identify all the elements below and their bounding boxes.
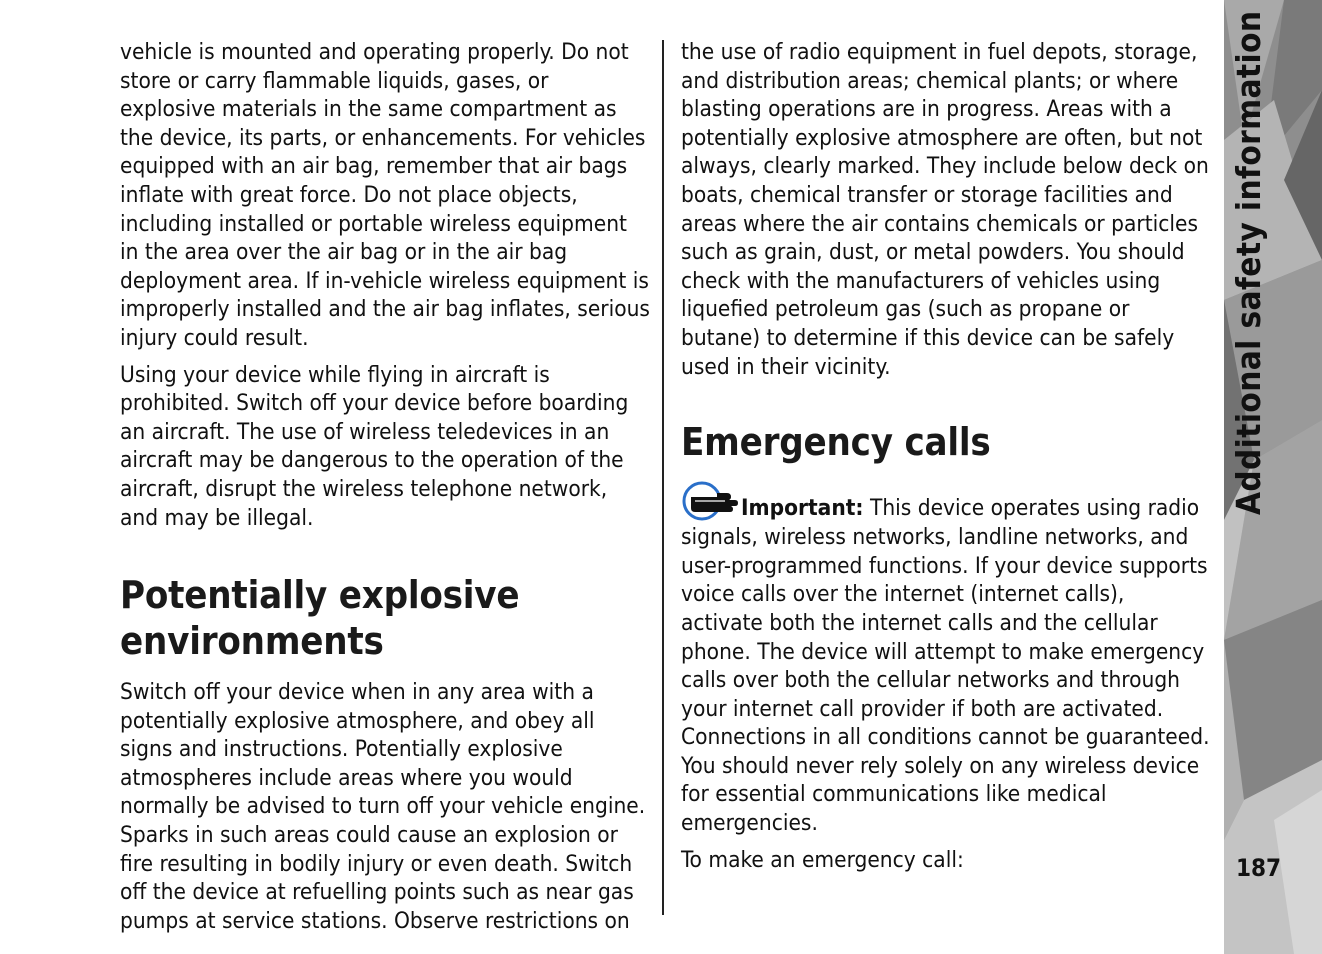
important-note: [681, 479, 1211, 838]
column-divider: [662, 40, 664, 915]
pointing-hand-icon: [681, 479, 739, 523]
paragraph-aircraft: Using your device while flying in aircraft is prohibited. Switch off your device before boarding an aircraft. The use of wireless teledevices in an aircraft may be dangerous to the operation of the aircraft, disrupt the wireless telephone network, and may be illegal.: [120, 361, 629, 531]
sidebar-section-title: Additional safety information: [1229, 10, 1268, 515]
paragraph-vehicle-airbag: vehicle is mounted and operating properly. Do not store or carry flammable liquids, gases, or explosive materials in the same compartment as the device, its parts, or enhancements. For vehicles equipped with an air bag, remember that air bags inflate with great force. Do not place objects, including installed or portable wireless equipment in the area over the air bag or in the air bag deployment area. If in-vehicle wireless equipment is improperly installed and the air bag inflates, serious injury could result.: [120, 39, 650, 351]
important-text: This device operates using radio signals, wireless networks, landline networks, and user-programmed functions. If your device supports voice calls over the internet (internet calls), activate both the internet calls and the cellular phone. The device will attempt to make emergency calls over both the cellular networks and through your internet call provider if both are activated. Connections in all conditions cannot be guaranteed. You should never rely solely on any wireless device for essential communications like medical emergencies.: [681, 495, 1210, 837]
page-number: 187: [1236, 854, 1282, 882]
heading-emergency-calls: Emergency calls: [681, 420, 991, 465]
important-label: Important:: [741, 495, 864, 522]
heading-potentially-explosive: Potentially explosive environments: [120, 573, 520, 664]
paragraph-radio-restrictions: the use of radio equipment in fuel depots, storage, and distribution areas; chemical plants; or where blasting operations are in progress. Areas with a potentially explosive atmosphere are often, but not always, clearly marked. They include below deck on boats, chemical transfer or storage facilities and areas where the air contains chemicals or particles such as grain, dust, or metal powders. You should check with the manufacturers of vehicles using liquefied petroleum gas (such as propane or butane) to determine if this device can be safely used in their vicinity.: [681, 39, 1209, 380]
paragraph-make-emergency-call: To make an emergency call:: [681, 846, 964, 873]
paragraph-explosive-atmosphere: Switch off your device when in any area with a potentially explosive atmosphere, and obey all signs and instructions. Potentially explosive atmospheres include areas where you would normally be advised to turn off your vehicle engine. Sparks in such areas could cause an explosion or fire resulting in bodily injury or even death. Switch off the device at refuelling points such as near gas pumps at service stations. Observe restrictions on: [120, 679, 646, 934]
right-column: [681, 38, 1211, 882]
left-column: [120, 38, 650, 943]
